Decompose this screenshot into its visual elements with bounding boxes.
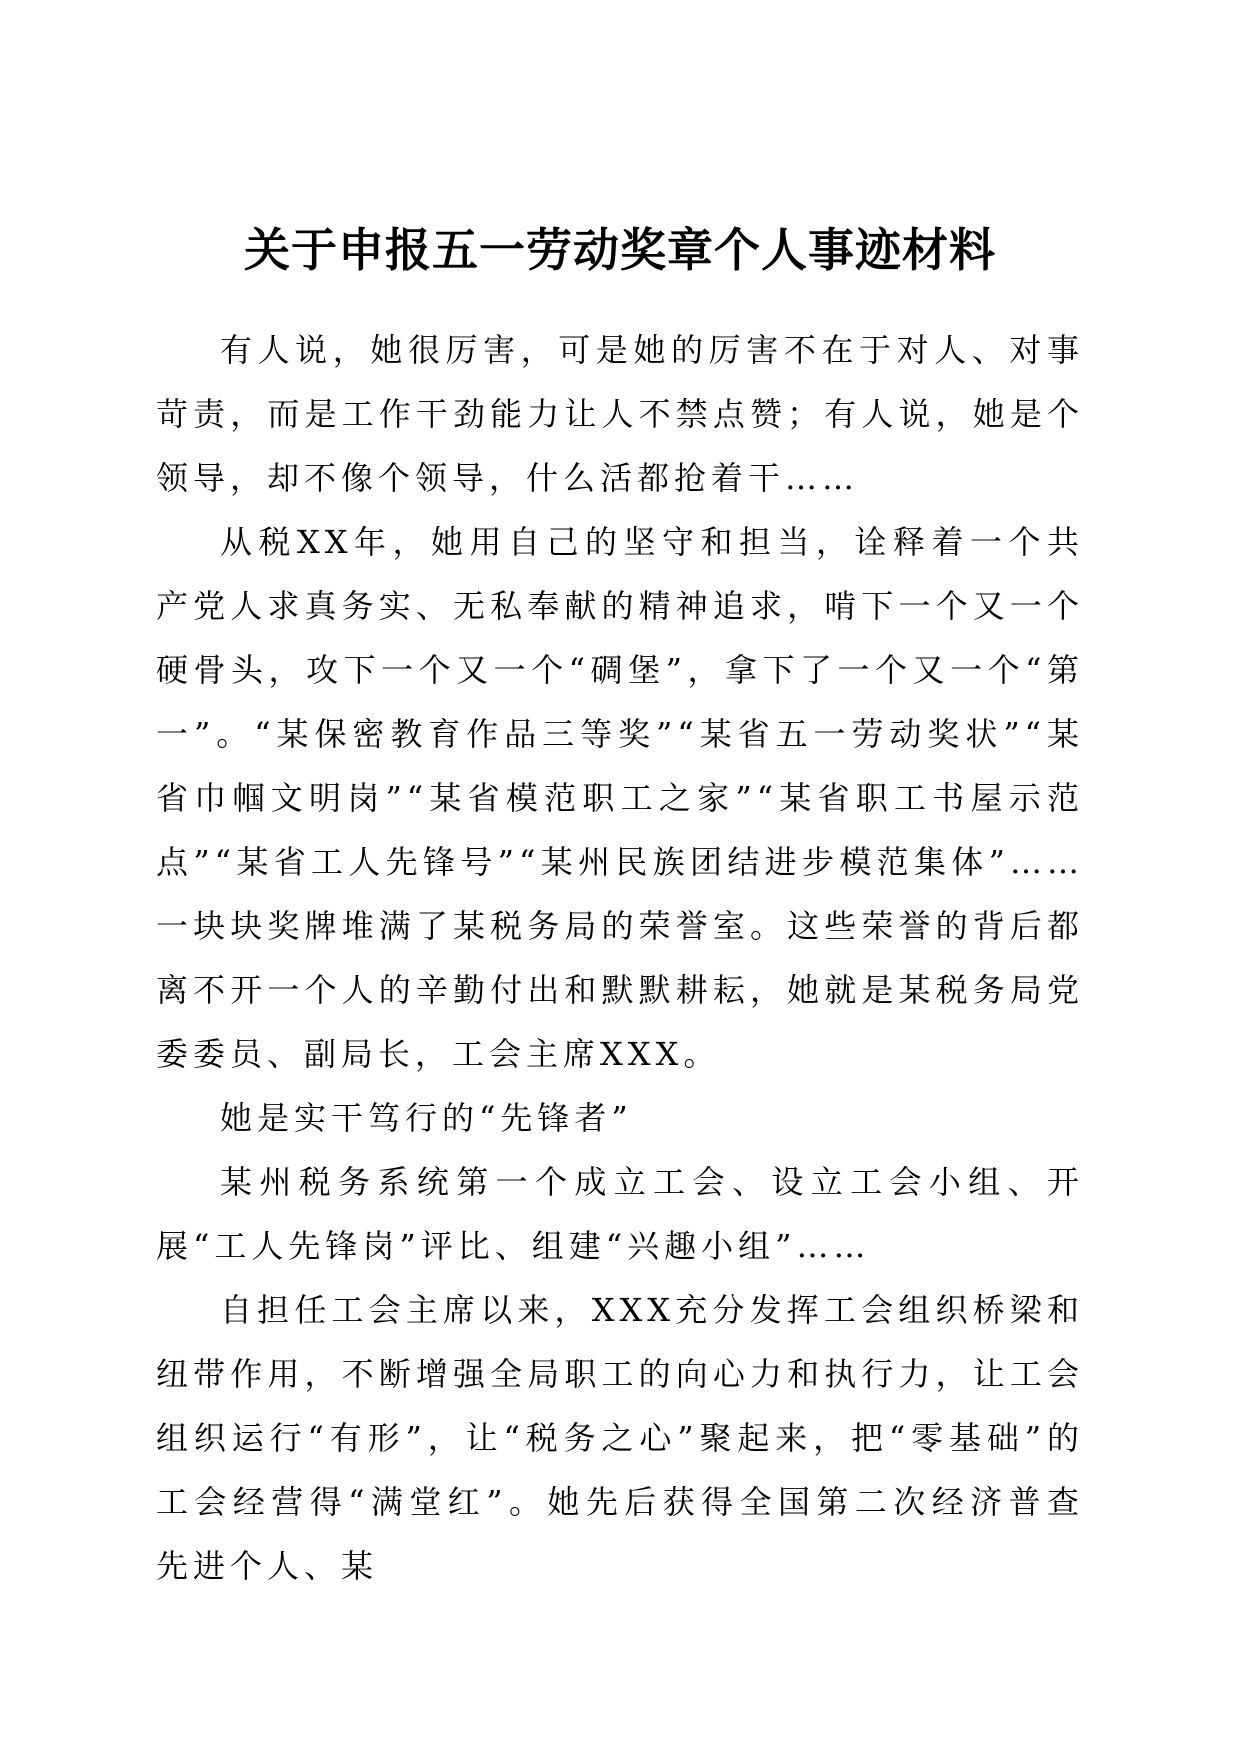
document-body: [156, 318, 1084, 1598]
document-title: 关于申报五一劳动奖章个人事迹材料: [244, 223, 996, 277]
paragraph-union-firsts: 某州税务系统第一个成立工会、设立工会小组、开展“工人先锋岗”评比、组建“兴趣小组”……: [156, 1163, 1084, 1265]
paragraph-union-chair: 自担任工会主席以来，XXX充分发挥工会组织桥梁和纽带作用，不断增强全局职工的向心力和执行力，让工会组织运行“有形”，让“税务之心”聚起来，把“零基础”的工会经营得“满堂红”。她先后获得全国第二次经济普查先进个人、某: [156, 1291, 1084, 1585]
paragraph-intro: 有人说，她很厉害，可是她的厉害不在于对人、对事苛责，而是工作干劲能力让人不禁点赞；有人说，她是个领导，却不像个领导，什么活都抢着干……: [156, 331, 1084, 497]
paragraph-honors: 从税XX年，她用自己的坚守和担当，诠释着一个共产党人求真务实、无私奉献的精神追求，啃下一个又一个硬骨头，攻下一个又一个“碉堡”，拿下了一个又一个“第一”。“某保密教育作品三等奖”“某省五一劳动奖状”“某省巾帼文明岗”“某省模范职工之家”“某省职工书屋示范点”“某省工人先锋号”“某州民族团结进步模范集体”……一块块奖牌堆满了某税务局的荣誉室。这些荣誉的背后都离不开一个人的辛勤付出和默默耕耘，她就是某税务局党委委员、副局长，工会主席XXX。: [156, 523, 1084, 1073]
section-heading: 她是实干笃行的“先锋者”: [220, 1099, 633, 1137]
